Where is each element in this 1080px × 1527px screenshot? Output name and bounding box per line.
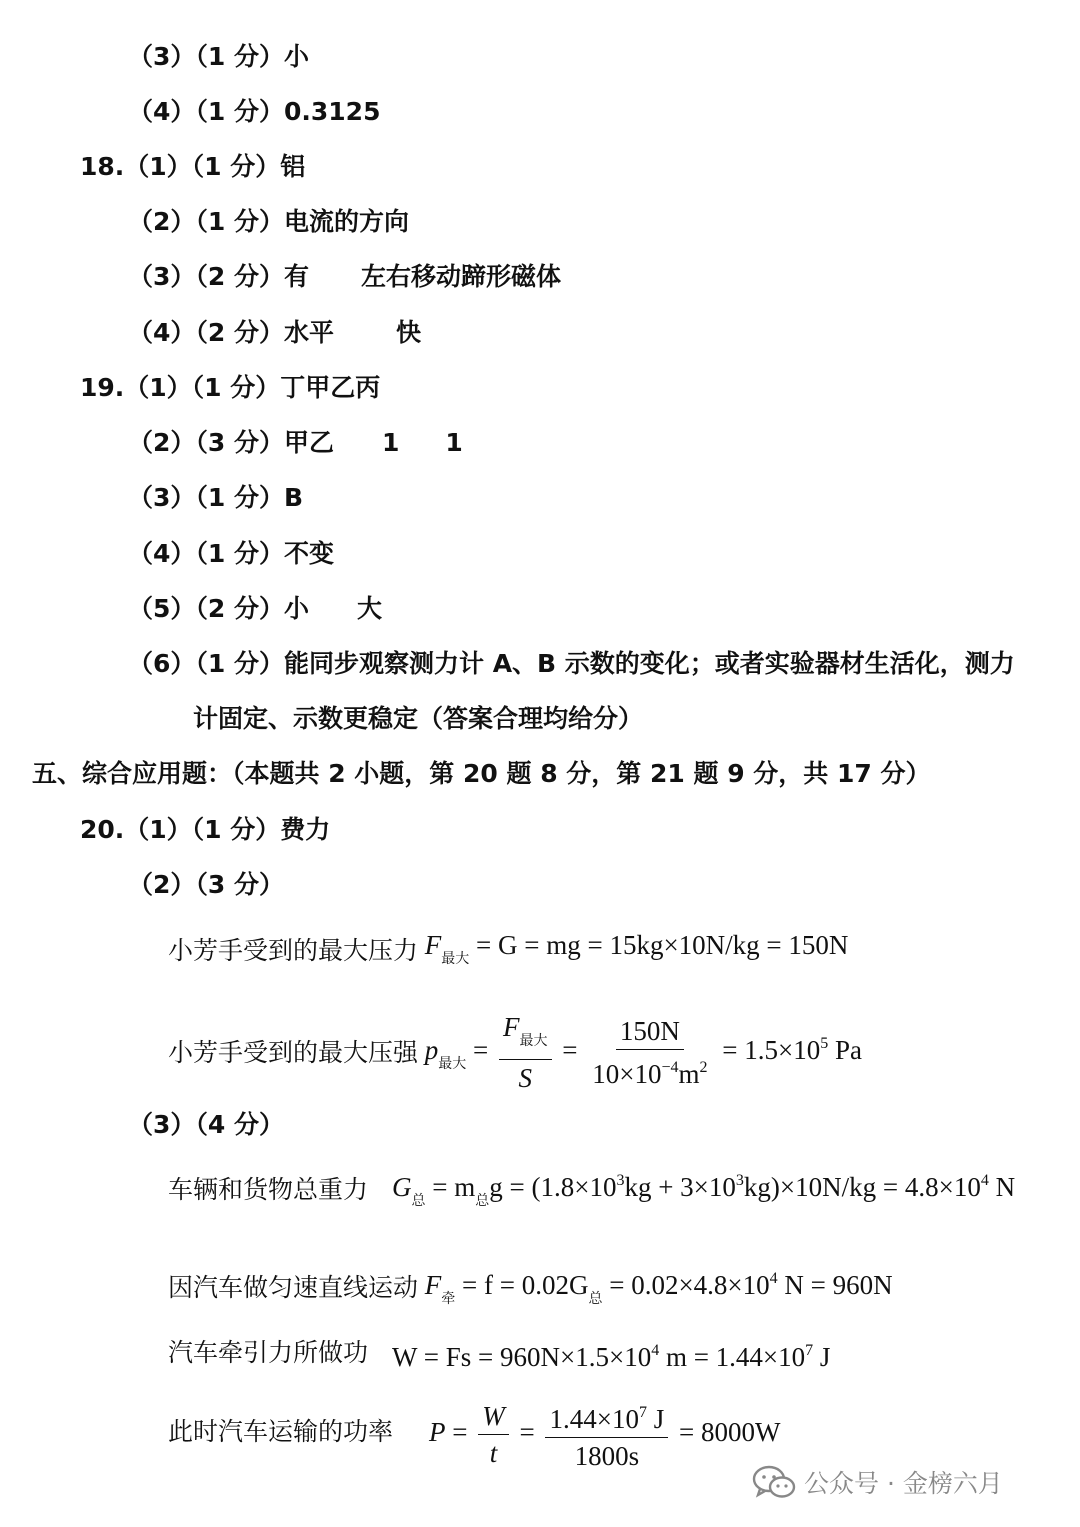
fraction: $\frac{1.44\times 10^7 J}{1800s}$ xyxy=(545,1397,668,1472)
watermark xyxy=(752,1464,1003,1500)
answer-line: （3）（1 分）B xyxy=(128,483,304,512)
fraction: $\frac{150N}{10\times 10^{-4}m^2}$ xyxy=(592,1016,708,1090)
answer-line: （3）（2 分）有 左右移动蹄形磁体 xyxy=(128,262,562,291)
answer-line: （2）（3 分）甲乙 1 1 xyxy=(128,428,463,457)
answer-line: （4）（2 分）水平 快 xyxy=(128,318,422,347)
answer-line: （3）（4 分） xyxy=(128,1110,284,1139)
formula-work: 汽车牵引力所做功 $W = Fs = 960N\times 1.5\times 10^4$ $m = 1.44\times 10^7$ J xyxy=(168,1338,831,1372)
formula-power: 此时汽车运输的功率 P = $\frac{W}{t}$ = $\frac{1.44\times 10^7 J}{1800s}$ = 8000W xyxy=(168,1394,780,1472)
watermark-text: 公众号 · 金榜六月 xyxy=(804,1469,1003,1498)
answer-line: 18.（1）（1 分）铝 xyxy=(80,152,306,181)
answer-line: 计固定、示数更稳定（答案合理均给分） xyxy=(193,704,644,733)
formula-max-force: 小芳手受到的最大压力 $F_{最大} = G$ = mg = 15kg×10N/kg = 150N xyxy=(168,930,849,967)
answer-line: （4）（1 分）不变 xyxy=(128,539,334,568)
fraction: $\frac{F_{最大}}{S}$ xyxy=(499,1011,552,1094)
answer-line: （5）（2 分）小 大 xyxy=(128,594,383,623)
wechat-icon xyxy=(752,1464,796,1500)
formula-traction: 因汽车做匀速直线运动 $F_牵 = f = 0.02G_总 = 0.02\times 4.8\times 10^4$ N = 960N xyxy=(168,1270,893,1307)
formula-total-weight: 车辆和货物总重力 $G_总 = m_总g = (1.8\times 10^3kg + 3\times 10^3kg)\times 10N/kg = 4.8\times 10^4$ N xyxy=(168,1172,1016,1209)
formula-max-pressure: 小芳手受到的最大压强 $p_{最大}$ = $\frac{F_{最大}}{S}$ = $\frac{150N}{10\times 10^{-4}m^2}$ = $1.5\times 10^5$ Pa xyxy=(168,1012,862,1094)
answer-line: （2）（3 分） xyxy=(128,870,284,899)
section-heading: 五、综合应用题：（本题共 2 小题，第 20 题 8 分，第 21 题 9 分，共 17 分） xyxy=(32,759,931,788)
answer-line: （6）（1 分）能同步观察测力计 A、B 示数的变化；或者实验器材生活化，测力 xyxy=(128,649,1015,678)
fraction: $\frac{W}{t}$ xyxy=(478,1400,509,1469)
answer-line: （4）（1 分）0.3125 xyxy=(128,97,381,126)
answer-line: 20.（1）（1 分）费力 xyxy=(80,815,331,844)
answer-line: （3）（1 分）小 xyxy=(128,42,309,71)
answer-line: （2）（1 分）电流的方向 xyxy=(128,207,409,236)
answer-line: 19.（1）（1 分）丁甲乙丙 xyxy=(80,373,381,402)
